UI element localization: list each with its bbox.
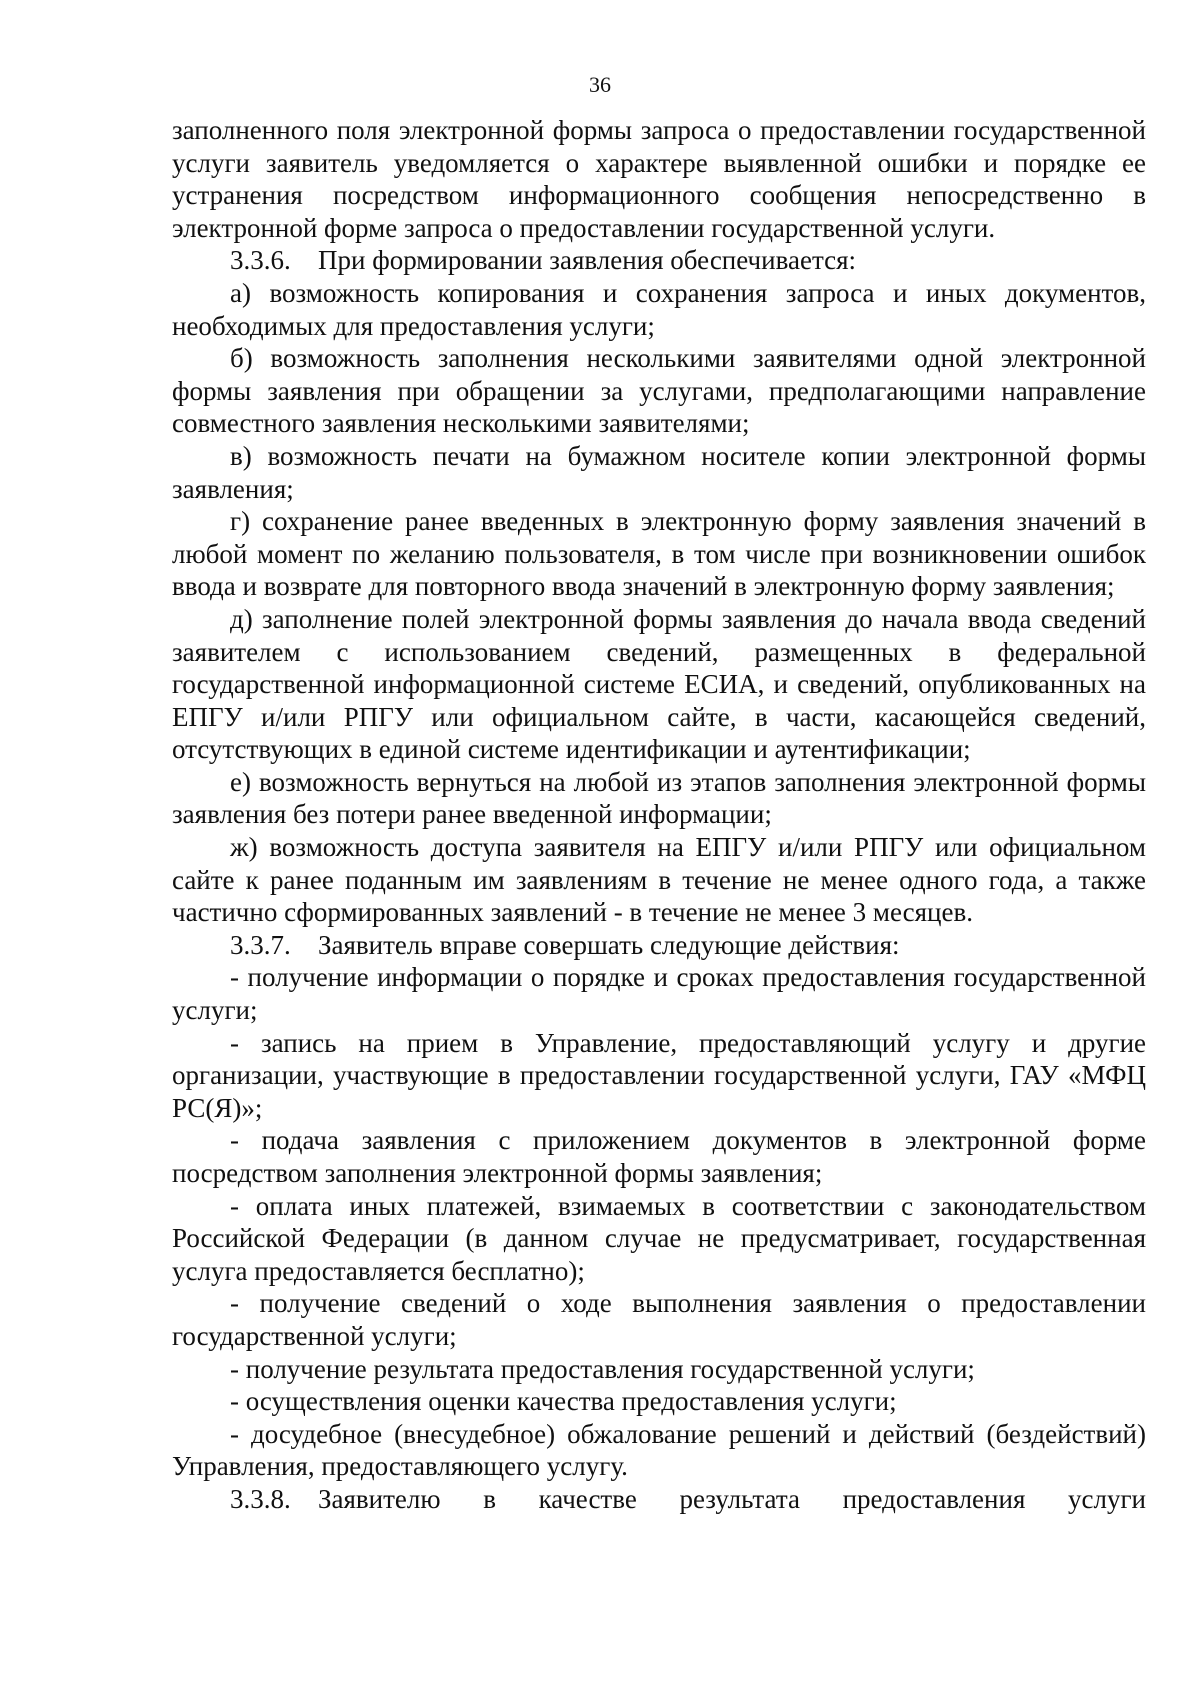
list-item: г) сохранение ранее введенных в электронную форму заявления значений в любой момент по желанию пользователя, в том числе при возникновении ошибок ввода и возврате для повторного ввода значений в электронную форму заявления; (172, 506, 1146, 602)
list-item: - досудебное (внесудебное) обжалование решений и действий (бездействий) Управления, предоставляющего услугу. (172, 1418, 1146, 1482)
clause-3-3-6 (172, 244, 1146, 277)
document-body (172, 114, 1146, 1516)
list-item: - подача заявления с приложением документов в электронной форме посредством заполнения электронной формы заявления; (172, 1125, 1146, 1188)
list-item: - получение результата предоставления государственной услуги; (230, 1353, 975, 1384)
list-item: е) возможность вернуться на любой из этапов заполнения электронной формы заявления без потери ранее введенной информации; (172, 766, 1146, 830)
clause-number: 3.3.7. (230, 929, 291, 960)
list-item: - оплата иных платежей, взимаемых в соответствии с законодательством Российской Федерации (в данном случае не предусматривает, государственная услуга предоставляется бесплатно); (172, 1190, 1146, 1286)
clause-text: Заявителю в качестве результата предоставления услуги (318, 1483, 1146, 1514)
list-item: - запись на прием в Управление, предоставляющий услугу и другие организации, участвующие в предоставлении государственной услуги, ГАУ «МФЦ РС(Я)»; (172, 1027, 1146, 1123)
list-item: д) заполнение полей электронной формы заявления до начала ввода сведений заявителем с использованием сведений, размещенных в федеральной государственной информационной системе ЕСИА, и сведений, опубликованных на ЕПГУ и/или РПГУ или официальном сайте, в части, касающейся сведений, отсутствующих в единой системе идентификации и аутентификации; (172, 603, 1146, 765)
list-item: - осуществления оценки качества предоставления услуги; (230, 1386, 897, 1417)
clause-number: 3.3.6. (230, 245, 291, 276)
list-item: б) возможность заполнения несколькими заявителями одной электронной формы заявления при обращении за услугами, предполагающими направление совместного заявления несколькими заявителями; (172, 343, 1146, 439)
clause-text: При формировании заявления обеспечивается: (318, 245, 856, 276)
list-item: ж) возможность доступа заявителя на ЕПГУ и/или РПГУ или официальном сайте к ранее поданным им заявлениям в течение не менее одного года, а также частично сформированных заявлений - в течение не менее 3 месяцев. (172, 832, 1146, 928)
clause-text: Заявитель вправе совершать следующие действия: (318, 929, 900, 960)
list-item: - получение сведений о ходе выполнения заявления о предоставлении государственной услуги; (172, 1288, 1146, 1351)
list-item: - получение информации о порядке и сроках предоставления государственной услуги; (172, 962, 1146, 1026)
clause-3-3-7 (172, 929, 1146, 962)
clause-3-3-8 (172, 1483, 1146, 1516)
paragraph: заполненного поля электронной формы запроса о предоставлении государственной услуги заявитель уведомляется о характере выявленной ошибки и порядке ее устранения посредством информационного сообщения непосредственно в электронной форме запроса о предоставлении государственной услуги. (172, 115, 1146, 243)
list-item: а) возможность копирования и сохранения запроса и иных документов, необходимых для предоставления услуги; (172, 277, 1146, 341)
page-number: 36 (589, 72, 611, 97)
clause-number: 3.3.8. (230, 1483, 291, 1514)
list-item: в) возможность печати на бумажном носителе копии электронной формы заявления; (172, 440, 1146, 504)
